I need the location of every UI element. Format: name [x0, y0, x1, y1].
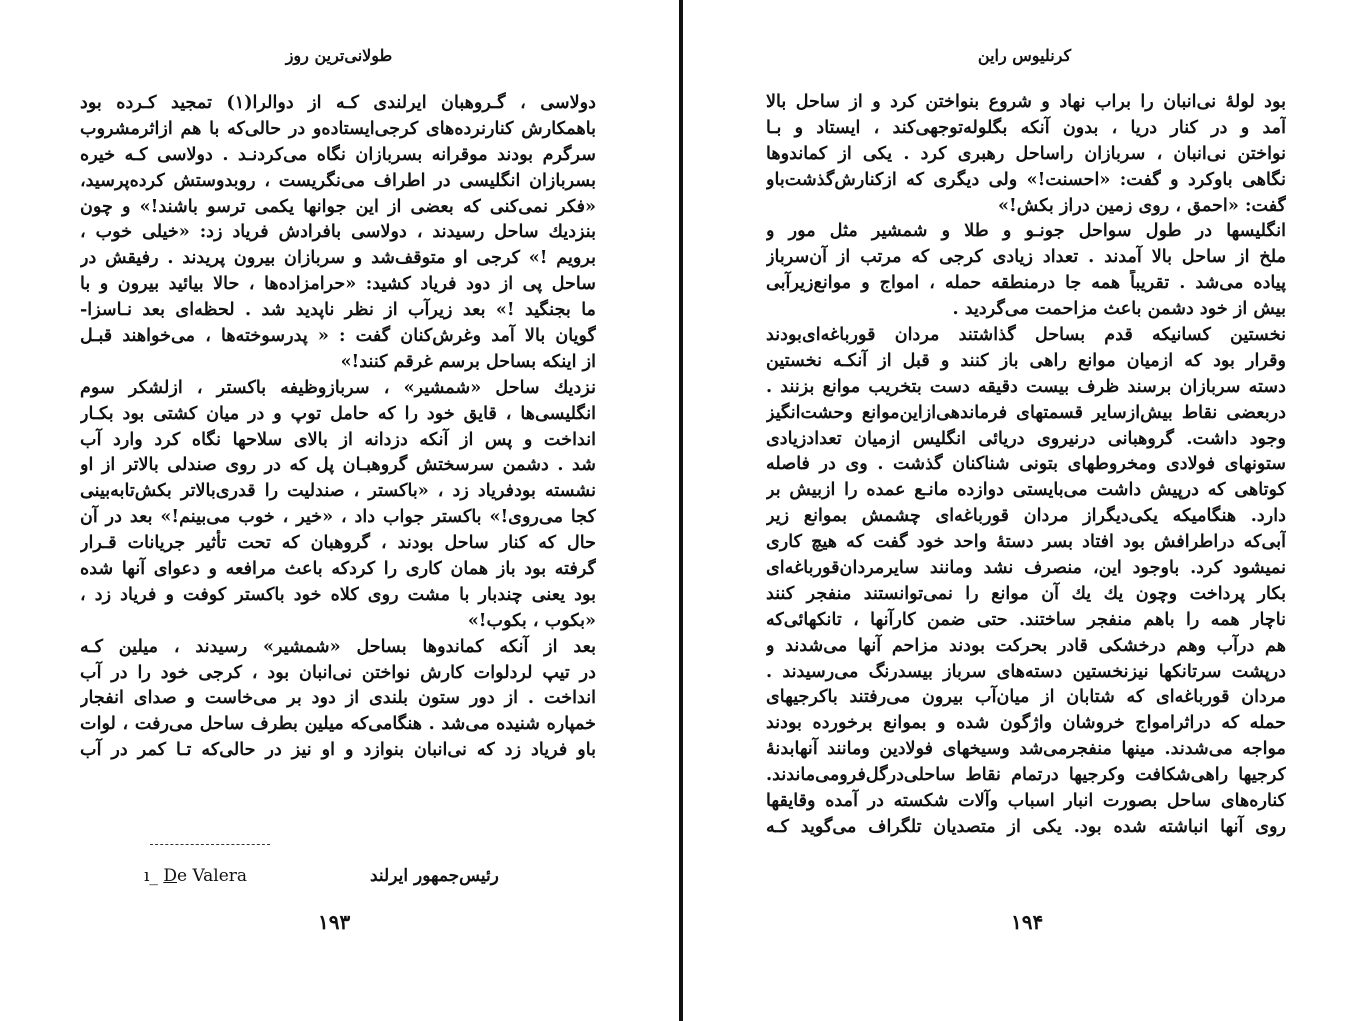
text-line: انگلیسها در طول سواحل جونـو و طلا و شمشیر مثل مور و: [766, 220, 1286, 242]
text-line: درپشت سرتانکها نیزنخستین دسته‌های سرباز بیسدرنگ می‌رسیدند .: [766, 660, 1286, 682]
footnote-persian: رئیس‌جمهور ایرلند: [370, 866, 499, 886]
footnote-initial: D: [163, 866, 177, 886]
left-page: [0, 0, 678, 1021]
text-line: نواختن نی‌انبان ، سربازان راساحل رهبری کرد . یکی از کماندوها: [766, 142, 1286, 164]
text-line: در تیپ لردلوات کارش نواختن نی‌انبان بود ، کرجی خود را در آب: [80, 661, 596, 683]
text-line: نمیشود کرد. باوجود این، منصرف نشد ومانند سایرمردان‌قورباغه‌ای: [766, 557, 1286, 579]
text-line: مردان قورباغه‌ای که شتابان از میان‌آب بیرون می‌رفتند باکرجیهای: [766, 686, 1286, 708]
text-line: ناچار همه را باهم منفجر ساختند. حتی ضمن کارآنها ، تانکهائی‌که: [766, 608, 1286, 630]
text-line: کوتاهی که درپیش داشت می‌بایستی دوازده مانـع عمده را ازبیش بر: [766, 479, 1286, 501]
text-line: «بکوب ، بکوب!»: [467, 609, 596, 631]
text-line: آبی‌که دراطرافش بود افتاد بسر دستهٔ واحد خود گفت که هیچ کاری: [766, 531, 1286, 553]
footnote-marker: ı_: [144, 866, 164, 886]
text-line: ما بجنگید !» بعد زیرآب از نظر ناپدید شد . لحظه‌ای بعد نـاسزا-: [80, 299, 596, 321]
footnote-name: e Valera: [176, 866, 248, 886]
text-line: آمد و در کنار دریا ، بدون آنکه بگلوله‌توجهی‌کند ، ایستاد و بـا: [766, 116, 1286, 138]
left-page-header: طولانی‌ترین روز: [285, 46, 393, 65]
text-line: بود یعنی چندبار با مشت روی کلاه خود باکستر کوفت و فریاد زد ،: [80, 583, 596, 605]
footnote-latin: [144, 866, 247, 886]
text-line: از اینکه بساحل برسم غرقم کنند!»: [340, 350, 596, 372]
text-line: کناره‌های ساحل بصورت انبار اسباب وآلات شکسته در آمده وقایقها: [766, 790, 1286, 812]
text-line: کجا می‌روی!» باکستر جواب داد ، «خیر ، خوب می‌بینم!» بعد در آن: [80, 506, 596, 528]
text-line: بنزدیك ساحل رسیدند ، دولاسی بافرادش فریاد زد: «خیلی خوب ،: [80, 221, 596, 243]
text-line: بسربازان انگلیسی در اطراف می‌نگریست ، روبدوستش کرده‌پرسید،: [80, 169, 596, 191]
left-page-number: ۱۹۳: [318, 910, 351, 934]
text-line: نزدیك ساحل «شمشیر» ، سربازوظیفه باکستر ، ازلشکر سوم: [80, 376, 596, 398]
text-line: برویم !» کرجی او متوقف‌شد و سربازان بیرون پریدند . رفیقش در: [80, 247, 596, 269]
book-spine: [679, 0, 683, 1021]
text-line: انگلیسی‌ها ، قایق خود را که حامل توپ و در میان کشتی بود بکـار: [80, 402, 596, 424]
text-line: نگاهی باوکرد و گفت: «احسنت!» ولی دیگری که ازکنارش‌گذشت‌باو: [766, 168, 1286, 190]
text-line: نشسته بودفریاد زد ، «باکستر ، صندلیت را قدری‌بالاتر بکش‌تابه‌بینی: [80, 480, 596, 502]
text-line: گفت: «احمق ، روی زمین دراز بکش!»: [998, 194, 1286, 216]
text-line: گرفته بود باز همان کاری را کردکه باعث مرافعه و دعوای آنها شده: [80, 558, 596, 580]
text-line: خمپاره شنیده می‌شد . هنگامی‌که میلین بطرف ساحل می‌رفت ، لوات: [80, 713, 596, 735]
right-page-header: کرنلیوس راین: [977, 46, 1072, 65]
text-line: دسته سربازان برسند ظرف بیست دقیقه دست بتخریب موانع بزنند .: [766, 375, 1286, 397]
text-line: مواجه می‌شدند. مینها منفجرمی‌شد وسیخهای فولادین ومانند آنهابدنهٔ: [766, 738, 1286, 760]
text-line: گویان بالا آمد وغرش‌کنان گفت : « پدرسوخته‌ها ، می‌خواهند قبـل: [80, 325, 596, 347]
footnote-divider: [150, 844, 270, 845]
text-line: ستونهای فولادی ومخروطهای بتونی شناکنان گذشت . وی در فاصله: [766, 453, 1286, 475]
text-line: وقرار بود که ازمیان موانع راهی باز کنند و قبل از آنکـه نخستین: [766, 349, 1286, 371]
text-line: دولاسی ، گـروهبان ایرلندی کـه از دوالرا(۱) تمجید کـرده بود: [80, 92, 596, 113]
text-line: انداخت . از دور ستون بلندی از دود بر می‌خاست و صدای انفجار: [80, 687, 596, 709]
text-line: بکار پرداخت وچون یك یك آن موانع را نمی‌توانستند منفجر کنند: [766, 582, 1286, 604]
text-line: حال که کنار ساحل بودند ، گروهبان که تحت تأثیر جریانات قـرار: [80, 532, 596, 554]
right-page-body: [766, 89, 1286, 840]
text-line: روی آنها انباشته شده بود. یکی از متصدیان تلگراف می‌گوید کـه: [766, 815, 1286, 837]
text-line: نخستین کسانیکه قدم بساحل گذاشتند مردان قورباغه‌ای‌بودند: [766, 324, 1286, 346]
text-line: «فکر نمی‌کنی که بعضی از این جوانها یکمی ترسو باشند!» و چون: [80, 195, 596, 217]
right-page: [686, 0, 1363, 1021]
text-line: باو فریاد زد که نی‌انبان بنوازد و او نیز در حالی‌که تـا کمر در آب: [80, 739, 596, 761]
text-line: هم درآب وهم درخشکی قادر بحرکت بودند مزاحم آنها می‌شدند و: [766, 634, 1286, 656]
text-line: بعد از آنکه کماندوها بساحل «شمشیر» رسیدند ، میلین کـه: [80, 635, 596, 657]
right-page-number: ۱۹۴: [1011, 910, 1044, 934]
text-line: پیاده می‌شد . تقریباً همه جا درمنطقه حمله ، امواج و موانع‌زیرآبی: [766, 272, 1286, 294]
text-line: ساحل پی از دود فریاد کشید: «حرامزاده‌ها ، حالا بیائید بیرون و با: [80, 273, 596, 295]
text-line: وجود داشت. گروهبانی درنیروی دریائی انگلیس ازمیان تعدادزیادی: [766, 427, 1286, 449]
text-line: کرجیها راهی‌شکافت وکرجیها درتمام نقاط ساحلی‌درگل‌فرومی‌ماندند.: [766, 764, 1286, 786]
text-line: سرگرم بودند موقرانه بسربازان نگاه می‌کردنـد . دولاسی کـه خیره: [80, 143, 596, 165]
text-line: بود لولهٔ نی‌انبان را براب نهاد و شروع بنواختن کرد و از ساحل بالا: [766, 91, 1286, 112]
text-line: ملخ از ساحل بالا آمدند . تعداد زیادی کرجی که مرتب از آن‌سرباز: [766, 246, 1286, 268]
left-page-body: [80, 90, 596, 763]
text-line: دربعضی نقاط بیش‌ازسایر قسمتهای فرماندهی‌ازاین‌موانع وحشت‌انگیز: [766, 401, 1286, 423]
text-line: شد . دشمن سرسختش گروهبـان پل که در روی صندلی بالاتر از او: [80, 454, 596, 476]
text-line: دارد. هنگامیکه یکی‌دیگراز مردان قورباغه‌ای چشمش بموانع زیر: [766, 505, 1286, 527]
text-line: بیش از خود دشمن باعث مزاحمت می‌گردید .: [952, 298, 1286, 320]
text-line: باهمکارش کنارنرده‌های کرجی‌ایستاده‌و در حالی‌که با هم ازاثرمشروب: [80, 117, 596, 139]
text-line: انداخت و پس از آنکه دزدانه از بالای سلاحها نگاه کرد وارد آب: [80, 428, 596, 450]
text-line: حمله که دراثرامواج خروشان واژگون شده و بموانع برخورده بودند: [766, 712, 1286, 734]
